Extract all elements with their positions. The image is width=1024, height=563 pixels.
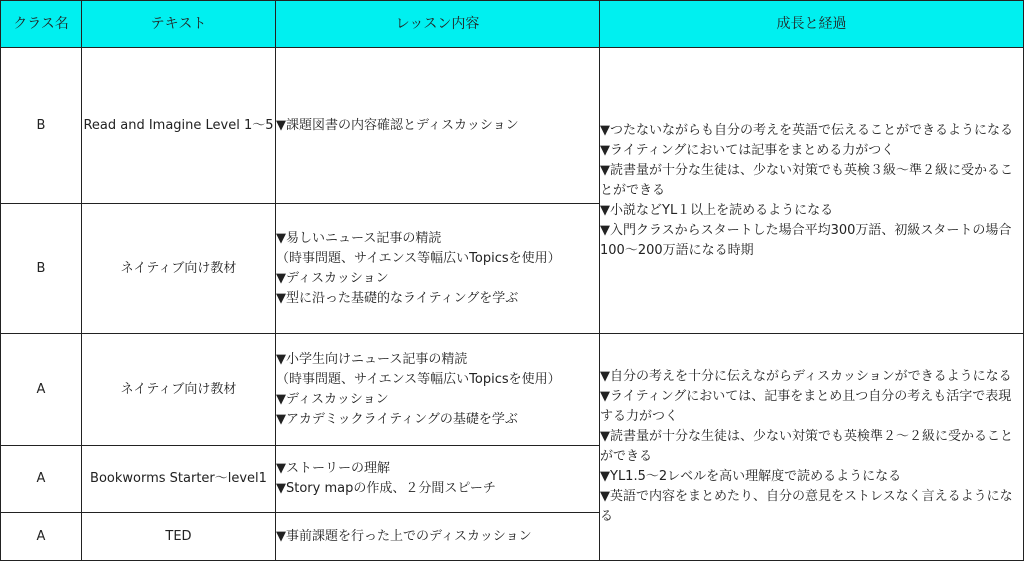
textbook-cell: Read and Imagine Level 1～5 bbox=[82, 48, 276, 204]
class-cell: B bbox=[1, 48, 82, 204]
class-cell: A bbox=[1, 513, 82, 561]
lesson-line: ▼ディスカッション bbox=[276, 270, 389, 286]
growth-line: ▼小説などYL１以上を読めるようになる bbox=[600, 202, 834, 218]
class-cell: B bbox=[1, 204, 82, 334]
header-row bbox=[1, 1, 1024, 48]
lesson-line: ▼Story mapの作成、２分間スピーチ bbox=[276, 481, 496, 496]
lesson-cell bbox=[276, 513, 600, 561]
header-class: クラス名 bbox=[1, 1, 82, 48]
table-row bbox=[1, 48, 1024, 204]
header-growth: 成長と経過 bbox=[600, 1, 1024, 48]
lesson-line: ▼課題図書の内容確認とディスカッション bbox=[276, 117, 519, 133]
growth-line: ▼ライティングにおいては、記事をまとめ且つ自分の考えも活字で表現する力がつく bbox=[600, 389, 1012, 424]
lesson-line: ▼易しいニュース記事の精読 bbox=[276, 230, 442, 246]
lesson-line: ▼事前課題を行った上でのディスカッション bbox=[276, 528, 532, 544]
growth-line: ▼自分の考えを十分に伝えながらディスカッションができるようになる bbox=[600, 369, 1012, 384]
class-cell: A bbox=[1, 446, 82, 513]
growth-line: ▼読書量が十分な生徒は、少ない対策でも英検３級～準２級に受かることができる bbox=[600, 162, 1013, 198]
lesson-cell bbox=[276, 204, 600, 334]
lesson-cell bbox=[276, 334, 600, 446]
growth-line: ▼つたないながらも自分の考えを英語で伝えることができるようになる bbox=[600, 122, 1013, 138]
lesson-line: ▼ストーリーの理解 bbox=[276, 461, 390, 476]
header-textbook: テキスト bbox=[82, 1, 276, 48]
lesson-line: （時事問題、サイエンス等幅広いTopicsを使用） bbox=[276, 250, 561, 266]
lesson-line: ▼型に沿った基礎的なライティングを学ぶ bbox=[276, 290, 519, 306]
growth-line: ▼ライティングにおいては記事をまとめる力がつく bbox=[600, 142, 895, 158]
header-lesson: レッスン内容 bbox=[276, 1, 600, 48]
growth-line: ▼YL1.5～2レベルを高い理解度で読めるようになる bbox=[600, 469, 902, 484]
lesson-line: ▼アカデミックライティングの基礎を学ぶ bbox=[276, 411, 518, 427]
growth-line: ▼英語で内容をまとめたり、自分の意見をストレスなく言えるようになる bbox=[600, 489, 1013, 524]
lesson-cell bbox=[276, 48, 600, 204]
lesson-cell bbox=[276, 446, 600, 513]
class-cell: A bbox=[1, 334, 82, 446]
textbook-cell: ネイティブ向け教材 bbox=[82, 334, 276, 446]
textbook-cell: TED bbox=[82, 513, 276, 561]
growth-line: ▼読書量が十分な生徒は、少ない対策でも英検準２～２級に受かることができる bbox=[600, 429, 1013, 464]
table-row bbox=[1, 334, 1024, 446]
growth-cell bbox=[600, 334, 1024, 561]
textbook-cell: ネイティブ向け教材 bbox=[82, 204, 276, 334]
growth-cell bbox=[600, 48, 1024, 334]
lesson-line: （時事問題、サイエンス等幅広いTopicsを使用） bbox=[276, 371, 561, 387]
lesson-line: ▼小学生向けニュース記事の精読 bbox=[276, 351, 468, 367]
lesson-line: ▼ディスカッション bbox=[276, 391, 389, 407]
growth-line: ▼入門クラスからスタートした場合平均300万語、初級スタートの場合100～200万語になる時期 bbox=[600, 222, 1012, 258]
textbook-cell: Bookworms Starter～level1 bbox=[82, 446, 276, 513]
